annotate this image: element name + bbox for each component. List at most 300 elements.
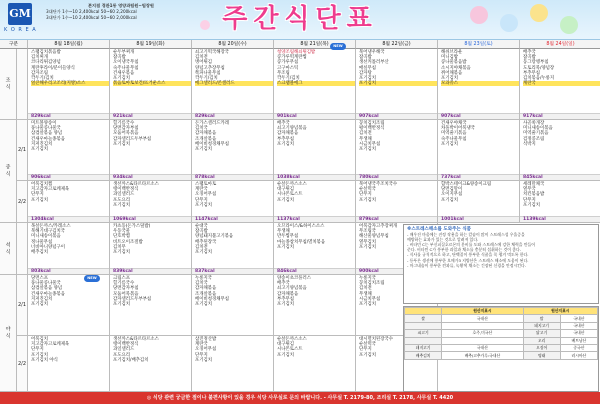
menu-cell xyxy=(356,181,438,223)
menu-item: 당면감자부침 xyxy=(113,286,139,292)
menu-item: 오이지무침 xyxy=(441,192,463,198)
menu-cell xyxy=(520,120,600,181)
menu-item: 포기김치 xyxy=(441,141,458,147)
kcal-bar xyxy=(274,174,355,180)
menu-item: 단무지 xyxy=(195,197,208,203)
menu-item: 단무지 xyxy=(359,347,372,353)
menu-item: 당면스프 xyxy=(31,276,48,281)
menu-item: 숙주나물무침 xyxy=(113,65,139,71)
kcal-value: 1137kcal xyxy=(277,217,300,222)
origin-cell: 국내산 xyxy=(560,322,597,329)
menu-item: 모둠어묵볶음 xyxy=(113,131,139,137)
kcal-value: 1001kcal xyxy=(441,217,464,222)
day-header xyxy=(438,40,520,49)
menu-item: 김치찌개 xyxy=(31,55,48,61)
menu-item: 너비아니양념구이 xyxy=(31,244,65,250)
menu-item: 만두찜무침 xyxy=(277,234,299,240)
course-label: 2/1 xyxy=(17,275,28,336)
menu-item: 검정콩조림 xyxy=(523,136,545,142)
notice-line: 준다. 비타민 C가 풍부한 과일과 채소를 충분히 섭취하는 것이 좋다. xyxy=(407,247,522,253)
menu-item: 미트볼양송이 xyxy=(31,121,57,126)
kcal-value: 780kcal xyxy=(359,175,379,180)
menu-item: 단무지 xyxy=(31,347,44,353)
menu-item: 오징어무침 xyxy=(195,192,217,198)
kcal-value: 901kcal xyxy=(277,114,297,119)
menu-item: 감자채볶음 xyxy=(195,286,217,292)
menu-list xyxy=(274,336,355,358)
menu-item: 무생채 xyxy=(359,136,372,142)
menu-item: 생선까스&타르타르소스 xyxy=(113,337,159,342)
menu-item: 북어냉국주조치국수 xyxy=(359,182,398,187)
kcal-value: 907kcal xyxy=(441,114,461,119)
menu-cell xyxy=(192,336,274,392)
day-header-label: 8월 20일(수) xyxy=(218,42,247,47)
menu-item: 오징어무침 xyxy=(195,347,217,353)
decoration-balloon xyxy=(530,4,548,22)
menu-item: 꽁치김치조림 xyxy=(359,121,385,126)
special-menu-item: 계란국 xyxy=(523,81,600,86)
menu-item: 순살떡국 xyxy=(359,187,376,193)
menu-item: 포기김치 xyxy=(359,75,376,81)
menu-item: 함박스테이크&양송이크림 xyxy=(441,182,492,187)
kcal-value: 829kcal xyxy=(195,114,215,119)
day-header-label: 8월 19일(화) xyxy=(136,42,165,47)
menu-item: 콩나물볶음밥 xyxy=(441,60,467,66)
calorie-info-title: 본지점 경관1동 영양과팀원~팀장원 xyxy=(88,3,154,8)
menu-item: 배추국 xyxy=(523,50,536,55)
menu-item: 순살돈까스소스 xyxy=(277,337,307,342)
kcal-value: 837kcal xyxy=(195,269,215,274)
menu-item: 과일샐러드 xyxy=(113,192,135,198)
menu-list xyxy=(520,181,600,208)
menu-item: 양념돼지불고기볶음 xyxy=(195,234,234,240)
menu-item: 동그랑땡부침 xyxy=(523,60,549,66)
menu-item: 시금치무침 xyxy=(359,141,381,147)
menu-cell xyxy=(520,49,600,120)
kcal-bar xyxy=(28,268,109,274)
notice-line: - 등푸른 생선에 풍부한 오메가3 지방산은 스트레스 해소에 도움이 된다. xyxy=(407,257,529,263)
kcal-value: 737kcal xyxy=(441,175,461,180)
footer-contact-bar: ◎ 식당 관련 궁금한 점이나 불편사항이 있을 경우 식당 사무실로 문의 바랍니다. - 사무실 T. 2179-80, 조리실 T. 2178, 사무실 T. 4420 xyxy=(0,392,600,404)
kcal-bar xyxy=(274,113,355,119)
kcal-bar xyxy=(274,268,355,274)
menu-cell xyxy=(520,181,600,223)
menu-item: 베이비청경채무침 xyxy=(195,141,229,147)
menu-item: 석박지 xyxy=(523,141,536,147)
kcal-value: 829kcal xyxy=(31,114,51,119)
menu-item: 포도요리 xyxy=(113,197,130,203)
menu-item: 감자채볶음 xyxy=(195,131,217,137)
menu-cell xyxy=(274,181,356,223)
menu-cell xyxy=(192,223,274,275)
origin-header-cell: 원산지표시 xyxy=(523,308,597,315)
origin-row xyxy=(405,315,598,322)
kcal-value: 900kcal xyxy=(359,269,379,274)
menu-item: 콩가루떡계란찜 xyxy=(277,55,307,61)
menu-cell xyxy=(28,223,110,275)
menu-item: 포기김치 xyxy=(195,249,212,255)
menu-item: 정나물무침 xyxy=(31,239,53,245)
menu-item: 단호박찜 xyxy=(113,234,130,240)
menu-item: 포기김치 xyxy=(195,357,212,363)
stress-tips-notice xyxy=(403,224,599,304)
menu-cell xyxy=(274,49,356,120)
kcal-bar xyxy=(192,174,273,180)
origin-header-cell xyxy=(405,308,442,315)
kcal-value: 934kcal xyxy=(113,175,133,180)
menu-item: 콩가루무침 xyxy=(277,60,299,66)
origin-row xyxy=(405,344,598,351)
kcal-bar xyxy=(110,174,191,180)
menu-item: 미니새송이볶음 xyxy=(523,126,553,132)
menu-item: 지져진김치 xyxy=(31,296,53,302)
menu-cell xyxy=(274,223,356,275)
menu-item: 땡이백반정식 xyxy=(113,342,139,348)
menu-list xyxy=(438,120,519,147)
column-header-gubun: 구분 xyxy=(0,40,28,49)
kcal-bar xyxy=(356,174,437,180)
menu-item: 쪽파나물무침 xyxy=(195,70,221,76)
menu-item: 평이백반정식 xyxy=(359,126,385,132)
menu-item: 삼진정산밥 xyxy=(195,337,217,342)
menu-cell xyxy=(438,120,520,181)
menu-item: 순살돈까스소스 xyxy=(277,182,307,187)
menu-cell xyxy=(192,275,274,336)
menu-list xyxy=(192,181,273,208)
special-menu-item: 스크램블에그 xyxy=(277,81,355,86)
day-header-label: 8월 21일(목) xyxy=(300,42,329,47)
menu-item: 포기김치 xyxy=(31,301,48,307)
notice-line: 예방하는 효과가 있는 것으로 알려져 있다. xyxy=(407,237,479,243)
kcal-value: 879kcal xyxy=(359,217,379,222)
menu-cell xyxy=(192,120,274,181)
menu-item: 시나몬토스트 xyxy=(277,192,303,198)
menu-item: 부추무침 xyxy=(523,70,540,76)
menu-item: 단무지 xyxy=(359,192,372,198)
kcal-bar xyxy=(438,216,519,222)
menu-cell xyxy=(28,120,110,181)
menu-item: 청양조림해쇠튀김밥 xyxy=(277,50,316,55)
menu-cell xyxy=(110,275,192,336)
menu-item: 우동국물 xyxy=(113,229,130,235)
origin-cell: 중국산 xyxy=(560,344,597,351)
menu-item: 배추김치 xyxy=(31,249,48,255)
menu-item: 시금치무침 xyxy=(359,296,381,302)
menu-item: 포기김치 xyxy=(277,301,294,307)
menu-item: 양념고추장무침 xyxy=(195,65,225,71)
kcal-bar xyxy=(520,174,600,180)
menu-item: 생선커틀러부산 xyxy=(359,60,389,66)
notice-line: - 매우진 마음에는 진정 작용을 하는 칼슘이 많이 스트레스성 우울증을 xyxy=(407,232,525,238)
menu-item: 생선까스&타르타르소스 xyxy=(113,182,159,187)
origin-cell: 오징어 xyxy=(523,344,560,351)
origin-cell: 오리 xyxy=(523,337,560,344)
gm-logo: GM xyxy=(8,3,32,25)
menu-item: 건새우야채국 xyxy=(441,121,467,126)
origin-cell: 베트남산 xyxy=(560,337,597,344)
menu-item: 부추무침 xyxy=(277,296,294,302)
menu-item: 포기김치 xyxy=(277,352,294,358)
menu-item: 포기김치/배추김치 xyxy=(113,357,149,363)
menu-item: 돈가스샐러드카레 xyxy=(195,121,229,126)
menu-list xyxy=(274,275,355,307)
menu-item: 배추국 xyxy=(277,281,290,287)
special-menu-item: 볶음토마토보건/뜨거운소스 xyxy=(113,81,191,86)
kcal-value: 845kcal xyxy=(523,175,543,180)
menu-item: 깍두기/김치 xyxy=(31,75,54,81)
kcal-bar xyxy=(274,216,355,222)
menu-cell xyxy=(438,181,520,223)
menu-item: 김치전 xyxy=(359,286,372,292)
kcal-bar xyxy=(110,268,191,274)
menu-item: 포기김치 xyxy=(113,75,130,81)
menu-cell xyxy=(192,49,274,120)
menu-item: 김치전 xyxy=(359,131,372,137)
menu-item: 스팸김치볶음밥 xyxy=(31,50,61,55)
menu-cell xyxy=(28,181,110,223)
special-menu-item: 얼큰해우리고조리(지방)소스 xyxy=(31,81,109,86)
origin-cell: 배추/고추가루:국내산 xyxy=(442,352,523,359)
menu-item: 단무지 xyxy=(31,192,44,198)
menu-item: 건새우마늘종볶음 xyxy=(31,291,65,297)
menu-item: 감자탕 xyxy=(359,70,372,76)
menu-item: 포기김치 xyxy=(359,244,376,250)
menu-cell xyxy=(28,275,110,336)
kcal-value: 921kcal xyxy=(113,114,133,119)
menu-item: 당면감자부침 xyxy=(113,126,139,132)
meal-label-dinner: 석식 xyxy=(0,223,17,275)
menu-cell xyxy=(274,336,356,392)
menu-item: 김치무 xyxy=(113,244,126,250)
menu-item: 감자채볶음 xyxy=(277,291,299,297)
menu-item: 병어튀김 xyxy=(195,60,212,66)
menu-cell xyxy=(28,49,110,120)
menu-item: 무조림 xyxy=(277,70,290,76)
kcal-bar xyxy=(520,113,600,119)
menu-item: 삼겹살볶음 양념 xyxy=(31,131,63,137)
notice-line: - 식사를 규칙적으로 하고, 단백질이 풍부한 식품을 꼭 챙겨 먹도록 한다. xyxy=(407,252,529,258)
menu-item: 포기김치 xyxy=(31,146,48,152)
menu-item: 김치볶음/누룽지 xyxy=(523,75,555,81)
menu-item: 배추된장국 xyxy=(195,239,217,245)
menu-list xyxy=(110,49,191,86)
menu-item: 계란국 xyxy=(195,342,208,348)
course-label: 2/2 xyxy=(17,336,28,392)
menu-item: 힐기름국수 xyxy=(113,121,135,126)
menu-item: 과일샐러드 xyxy=(113,347,135,353)
menu-list xyxy=(520,120,600,147)
menu-item: 포기김치 xyxy=(441,197,458,203)
menu-item: 포기김치 xyxy=(31,352,48,358)
menu-item: 감자채볶음 xyxy=(277,131,299,137)
menu-item: 조개살볶음 xyxy=(195,291,217,297)
menu-item: 대구튀김 xyxy=(277,342,294,348)
menu-item: 코다리튀김양념 xyxy=(31,60,61,66)
menu-item: 힐기름국수 xyxy=(113,281,135,287)
menu-item: 순대국 xyxy=(195,224,208,229)
menu-item: 모둠어묵볶음 xyxy=(113,291,139,297)
origin-label-table xyxy=(403,306,599,392)
menu-item: 시나몬토스트 xyxy=(277,347,303,353)
menu-item: 쇠고기양념볶음 xyxy=(277,126,307,132)
menu-item: 고구마스틱 xyxy=(277,65,299,71)
menu-item: 세레말채국 xyxy=(523,182,545,187)
special-menu-item: 포기김치 xyxy=(359,81,437,86)
menu-item: 포도요리 xyxy=(113,352,130,358)
menu-item: 대구튀김 xyxy=(277,187,294,193)
notice-title: ※스트레스해소를 도와주는 식품 xyxy=(407,227,472,232)
kcal-value: 878kcal xyxy=(195,175,215,180)
menu-item: 포기김치 xyxy=(277,197,294,203)
menu-item: 크림스프 xyxy=(113,276,130,281)
menu-item: 배추국 xyxy=(277,121,290,126)
kcal-bar xyxy=(520,216,600,222)
origin-cell: 국내산 xyxy=(560,330,597,337)
day-header xyxy=(28,40,110,49)
menu-cell xyxy=(28,336,110,392)
kcal-bar xyxy=(192,216,273,222)
menu-item: 북어냉우해국 xyxy=(359,50,385,55)
menu-item: 소시지야채볶음 xyxy=(441,65,471,71)
menu-list xyxy=(110,275,191,307)
origin-header-cell: 원산지표시 xyxy=(442,308,523,315)
menu-item: 베이비청경채무침 xyxy=(195,296,229,302)
menu-item: 비트오이조절밥 xyxy=(113,239,143,245)
origin-row xyxy=(405,322,598,329)
kcal-value: 1147kcal xyxy=(195,217,218,222)
menu-item: 김치전 xyxy=(195,244,208,250)
menu-item: 포기김치 xyxy=(277,141,294,147)
origin-cell xyxy=(442,337,523,344)
menu-list xyxy=(356,49,437,86)
origin-row xyxy=(405,337,598,344)
menu-list xyxy=(28,223,109,255)
new-badge: NEW xyxy=(330,43,346,50)
menu-item: 오이냉국무침 xyxy=(113,60,139,66)
calorie-info-row: 3대단가 1수~10 2,400kcal 50~60 2,200kcal xyxy=(46,9,137,14)
origin-row xyxy=(405,352,598,359)
menu-item: 포기김치 xyxy=(31,197,48,203)
menu-item: 건새우마늘종볶음 xyxy=(31,136,65,142)
kcal-value: 917kcal xyxy=(523,114,543,119)
origin-cell: 국내산 xyxy=(442,344,523,351)
kcal-value: 1304kcal xyxy=(31,217,54,222)
menu-item: 포기김치 xyxy=(359,301,376,307)
origin-cell: 러시아산 xyxy=(560,352,597,359)
kcal-bar xyxy=(192,113,273,119)
menu-list xyxy=(274,49,355,86)
day-header xyxy=(110,40,192,49)
menu-item: 매실무침 xyxy=(359,65,376,71)
menu-list xyxy=(28,336,109,363)
course-label xyxy=(17,49,28,120)
menu-item: 깍두기/김치 xyxy=(277,75,300,81)
kcal-value: 846kcal xyxy=(277,269,297,274)
menu-item: 차돌박이어묵냉국 xyxy=(441,126,475,132)
menu-item: 북해기대구김치국 xyxy=(31,229,65,235)
menu-item: 미니김밥 xyxy=(441,55,458,61)
menu-list xyxy=(274,223,355,250)
origin-cell: 명태 xyxy=(523,352,560,359)
special-menu-item: 에그샐러드/콘샐러드 xyxy=(195,81,273,86)
meal-label-lunch: 중식 xyxy=(0,120,17,223)
menu-item: 오므라이스/&하이스소스 xyxy=(277,224,325,229)
menu-header xyxy=(0,0,600,40)
menu-item: 도토리묵/양념장 xyxy=(523,65,555,71)
origin-cell xyxy=(442,322,523,329)
menu-item: 무생채 xyxy=(277,229,290,235)
menu-item: 누룽지국 xyxy=(195,276,212,281)
menu-item: 포기김치 xyxy=(113,249,130,255)
kcal-value: 907kcal xyxy=(359,114,379,119)
origin-cell: 국내산 xyxy=(442,315,523,322)
day-header-label: 8월 22일(금) xyxy=(382,42,411,47)
kcal-value: 1069kcal xyxy=(113,217,136,222)
kcal-bar xyxy=(356,216,437,222)
calorie-info-row: 3대단가 1수~10 2,400kcal 50~60 2,000kcal xyxy=(46,15,137,20)
menu-item: 꽁치김치조림 xyxy=(359,281,385,287)
origin-cell: 국내산 xyxy=(560,315,597,322)
menu-item: 무조림국 xyxy=(359,229,376,235)
menu-item: 단무지 xyxy=(523,197,536,203)
menu-item: 순두부찌개 xyxy=(113,50,135,55)
menu-item: 지져진김치 xyxy=(31,141,53,147)
menu-item: 지고감자고로케제육 xyxy=(31,342,70,348)
kcal-bar xyxy=(110,216,191,222)
menu-cell xyxy=(274,275,356,336)
origin-cell: 쌀 xyxy=(405,315,442,322)
meal-label-night: 야식 xyxy=(0,275,17,392)
menu-item: 해산물양념무침 xyxy=(359,234,389,240)
notice-line: - 비타민 C는 부신피질호르몬의 분비를 도와 스트레스에 강한 체력을 만들어 xyxy=(407,242,535,248)
menu-cell xyxy=(110,181,192,223)
menu-item: 순살떡국 xyxy=(359,342,376,348)
menu-list xyxy=(438,181,519,203)
menu-item: 미니새송이볶음 xyxy=(31,234,61,240)
decoration-balloon xyxy=(560,16,578,34)
origin-cell: 쌀 xyxy=(523,315,560,322)
menu-item: 사골쑥개장 xyxy=(523,121,545,126)
menu-item: 카츠동(돈가스덮밥) xyxy=(113,224,151,229)
kcal-bar xyxy=(28,216,109,222)
menu-list xyxy=(110,120,191,147)
menu-item: 스팸토마토 xyxy=(195,182,217,187)
menu-item: 김치국 xyxy=(195,281,208,287)
menu-item: 잡곡밥 xyxy=(113,55,126,61)
origin-cell: 배추김치 xyxy=(405,352,442,359)
menu-item: 포기김치 xyxy=(195,146,212,152)
menu-item: 부추무침 xyxy=(277,136,294,142)
course-label: 2/1 xyxy=(17,120,28,181)
decoration-balloon xyxy=(470,6,488,24)
origin-cell xyxy=(405,337,442,344)
menu-item: 대시멸치된장국수 xyxy=(359,337,393,342)
menu-item: 양송이초코플러스 xyxy=(277,276,311,281)
menu-item: 마늘종참치무침/멸치볶음 xyxy=(277,239,326,245)
course-label xyxy=(17,223,28,275)
menu-item: 미역줄기볶음 xyxy=(523,131,549,137)
menu-item: 포기김치 xyxy=(359,352,376,358)
menu-item: 쇠고기떡국해장국 xyxy=(195,50,229,55)
menu-item: 치킨볶음밥 xyxy=(523,192,545,198)
kcal-value: 839kcal xyxy=(113,269,133,274)
gm-korea-text: K O R E A xyxy=(4,27,37,33)
kcal-value: 906kcal xyxy=(31,175,51,180)
menu-item: 어묵감자고추장찌개 xyxy=(359,224,398,229)
kcal-bar xyxy=(192,268,273,274)
menu-item: 쥐어채볶음 xyxy=(441,70,463,76)
menu-item: 조개살볶음 xyxy=(195,136,217,142)
